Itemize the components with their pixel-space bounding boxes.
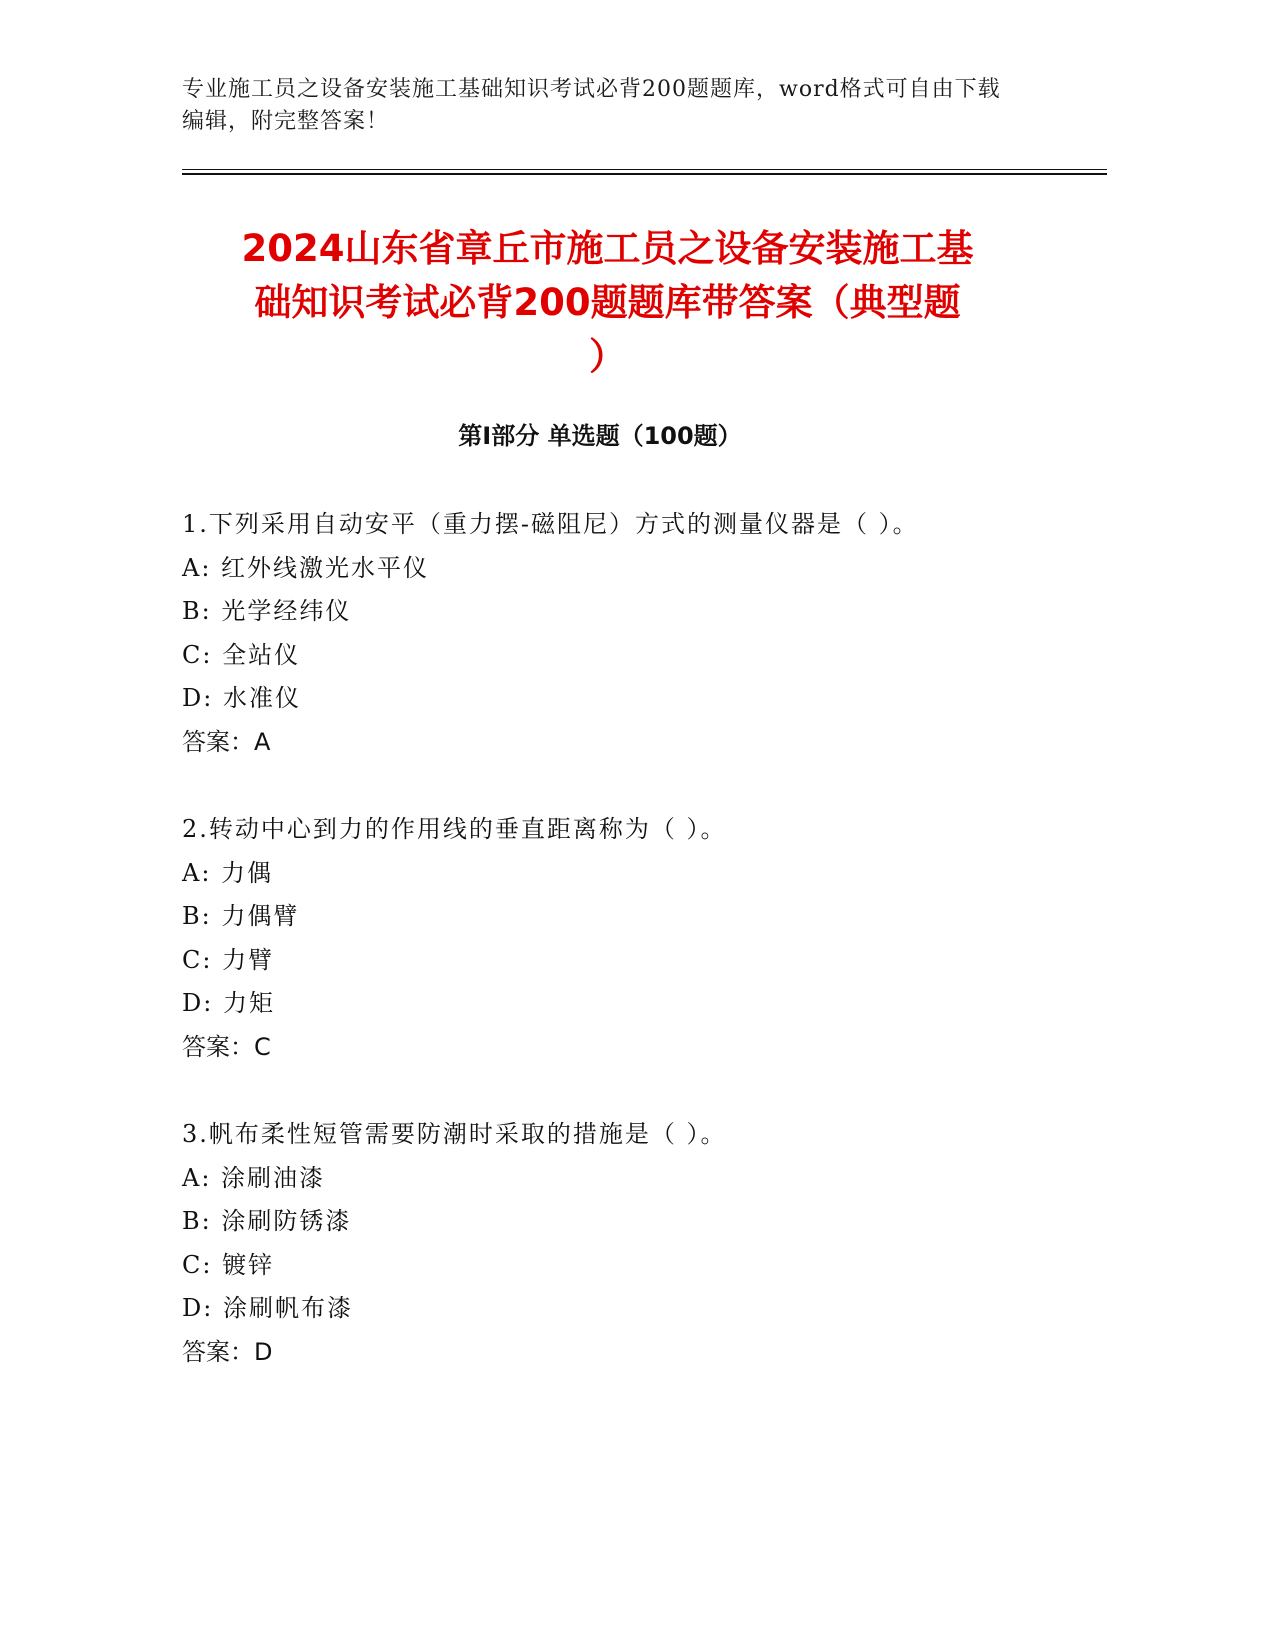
option-c: C: 力臂	[182, 945, 275, 974]
option-d: D: 涂刷帆布漆	[182, 1294, 353, 1322]
answer: 答案：A	[182, 727, 271, 756]
question-2	[182, 808, 1082, 1069]
question-stem: 1.下列采用自动安平（重力摆-磁阻尼）方式的测量仪器是（ ）。	[182, 510, 919, 538]
question-stem: 3.帆布柔性短管需要防潮时采取的措施是（ ）。	[182, 1120, 727, 1148]
header-divider-top	[182, 169, 1107, 170]
option-c: C: 镀锌	[182, 1250, 275, 1279]
option-b: B: 光学经纬仪	[182, 597, 352, 625]
option-b: B: 涂刷防锈漆	[182, 1207, 352, 1235]
document-title	[160, 222, 1055, 384]
header-divider-bottom	[182, 173, 1107, 175]
answer: 答案：C	[182, 1032, 271, 1061]
option-d: D: 水准仪	[182, 684, 301, 712]
title-line-3: ）	[589, 335, 626, 378]
option-a: A: 红外线激光水平仪	[182, 553, 430, 582]
title-line-2: 础知识考试必背200题题库带答案（典型题	[254, 281, 961, 324]
option-b: B: 力偶臂	[182, 902, 300, 930]
option-a: A: 涂刷油漆	[182, 1163, 326, 1192]
option-a: A: 力偶	[182, 858, 274, 887]
title-line-1: 2024山东省章丘市施工员之设备安装施工基	[241, 227, 974, 270]
header-note	[182, 74, 1042, 138]
question-stem: 2.转动中心到力的作用线的垂直距离称为（ ）。	[182, 815, 727, 843]
option-d: D: 力矩	[182, 989, 275, 1017]
answer: 答案：D	[182, 1337, 273, 1366]
question-3	[182, 1113, 1082, 1374]
option-c: C: 全站仪	[182, 640, 301, 669]
header-note-line-1: 专业施工员之设备安装施工基础知识考试必背200题题库，word格式可自由下载	[182, 77, 1001, 102]
question-1	[182, 503, 1082, 764]
header-note-line-2: 编辑，附完整答案！	[182, 109, 390, 134]
section-heading: 第I部分 单选题（100题）	[458, 422, 742, 450]
